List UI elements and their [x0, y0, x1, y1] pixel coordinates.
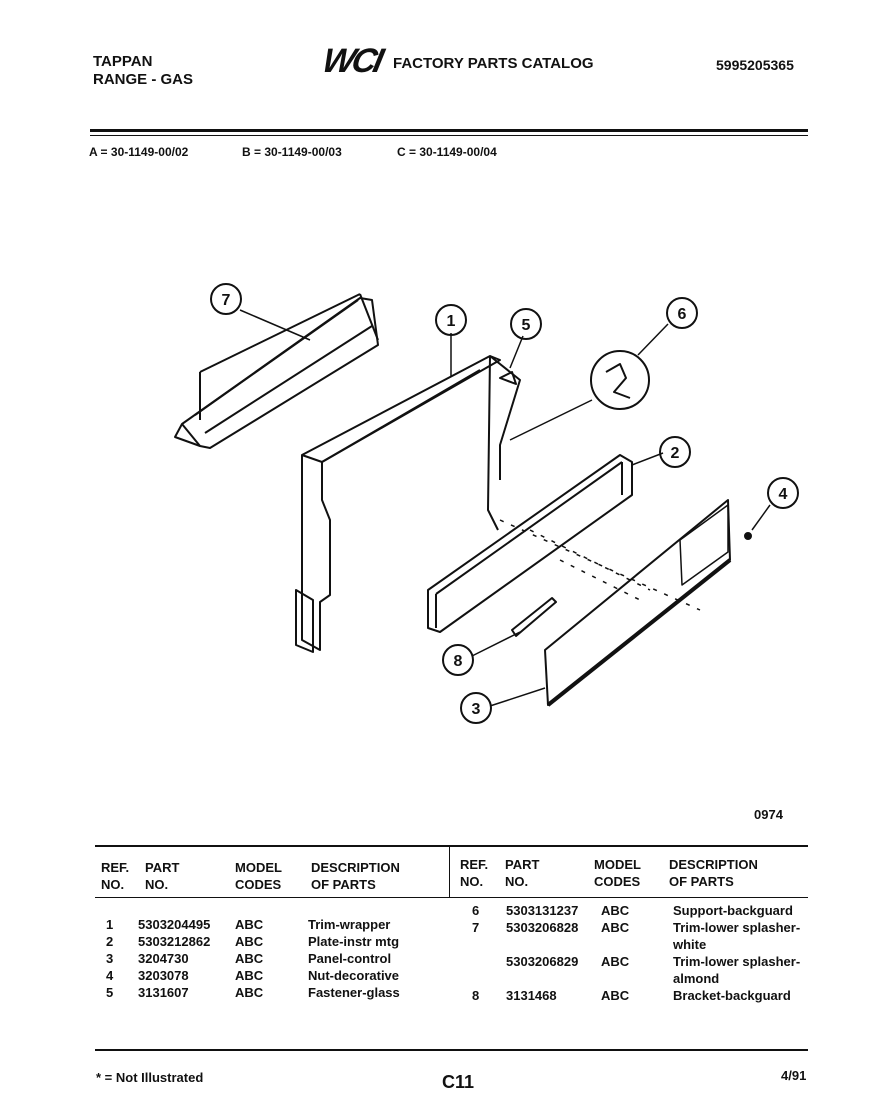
hdr-model-left: MODEL CODES	[235, 860, 282, 892]
table-cell-desc: Trim-lower splasher-	[673, 954, 801, 969]
catalog-title: FACTORY PARTS CATALOG	[393, 55, 594, 72]
table-cell-desc: Support-backguard	[673, 903, 793, 918]
table-top-rule	[95, 845, 808, 847]
table-cell-codes: ABC	[235, 917, 264, 932]
hdr-model-right: MODEL CODES	[594, 857, 641, 889]
table-cell-part: 5303131237	[506, 903, 579, 918]
table-cell-part: 5303204495	[138, 917, 211, 932]
part-7-drawing	[175, 294, 378, 448]
table-bottom-rule	[95, 1049, 808, 1051]
table-cell-part: 5303206829	[506, 954, 579, 969]
table-cell-codes: ABC	[235, 934, 264, 949]
brand-line-2: RANGE - GAS	[93, 71, 194, 88]
part-3-drawing	[545, 500, 730, 705]
table-cell-desc-cont: almond	[673, 971, 720, 986]
table-cell-part: 5303212862	[138, 934, 211, 949]
table-cell-codes: ABC	[601, 954, 630, 969]
part-1-drawing	[296, 356, 520, 652]
table-cell-desc: Plate-instr mtg	[308, 934, 400, 949]
table-row: 7	[472, 920, 480, 935]
callout-6: 6	[677, 306, 687, 323]
table-row: 1	[106, 917, 114, 932]
table-cell-codes: ABC	[235, 985, 264, 1000]
table-row: 5	[106, 985, 114, 1000]
model-c: C = 30-1149-00/04	[397, 145, 497, 159]
table-row: 6	[472, 903, 480, 918]
diagram-code: 0974	[754, 807, 783, 822]
table-cell-codes: ABC	[601, 903, 630, 918]
table-row: 4	[106, 968, 114, 983]
table-header-rule	[95, 897, 808, 898]
table-cell-part: 3204730	[138, 951, 189, 966]
callout-8: 8	[453, 653, 463, 670]
hdr-desc-right: DESCRIPTION OF PARTS	[669, 857, 758, 889]
hdr-desc-left: DESCRIPTION OF PARTS	[311, 860, 400, 892]
table-cell-part: 3203078	[138, 968, 189, 983]
callout-2: 2	[670, 445, 680, 462]
table-cell-codes: ABC	[235, 951, 264, 966]
callout-1: 1	[446, 313, 456, 330]
catalog-number: 5995205365	[716, 57, 794, 73]
brand-line-1: TAPPAN	[93, 53, 153, 70]
part-4-drawing	[745, 533, 751, 539]
table-cell-desc: Nut-decorative	[308, 968, 400, 983]
table-row: 2	[106, 934, 114, 949]
table-cell-codes: ABC	[601, 920, 630, 935]
part-8-drawing	[512, 598, 556, 636]
table-cell-desc: Panel-control	[308, 951, 392, 966]
part-2-drawing	[428, 455, 632, 632]
table-cell-part: 5303206828	[506, 920, 579, 935]
part-5-drawing	[500, 372, 516, 384]
callout-7: 7	[221, 292, 231, 309]
hdr-part-right: PART NO.	[505, 857, 540, 889]
table-cell-codes: ABC	[601, 988, 630, 1003]
part-6-drawing	[591, 351, 649, 409]
table-row: 3	[106, 951, 114, 966]
hdr-ref-left: REF. NO.	[101, 860, 130, 892]
table-cell-part: 3131468	[506, 988, 557, 1003]
table-row: 8	[472, 988, 480, 1003]
table-cell-part: 3131607	[138, 985, 189, 1000]
model-a: A = 30-1149-00/02	[89, 145, 189, 159]
model-b: B = 30-1149-00/03	[242, 145, 342, 159]
callout-3: 3	[471, 701, 481, 718]
footer-note: * = Not Illustrated	[96, 1070, 204, 1085]
hdr-part-left: PART NO.	[145, 860, 180, 892]
table-cell-desc: Fastener-glass	[308, 985, 400, 1000]
callout-5: 5	[521, 317, 531, 334]
table-cell-desc: Trim-wrapper	[308, 917, 391, 932]
page-number: C11	[442, 1072, 475, 1092]
hdr-ref-right: REF. NO.	[460, 857, 489, 889]
table-cell-codes: ABC	[235, 968, 264, 983]
callout-4: 4	[778, 486, 788, 503]
logo-text: WCI	[319, 42, 385, 80]
table-cell-desc-cont: white	[673, 937, 707, 952]
footer-date: 4/91	[781, 1068, 807, 1083]
table-divider	[449, 847, 450, 897]
table-cell-desc: Bracket-backguard	[673, 988, 791, 1003]
table-cell-desc: Trim-lower splasher-	[673, 920, 801, 935]
